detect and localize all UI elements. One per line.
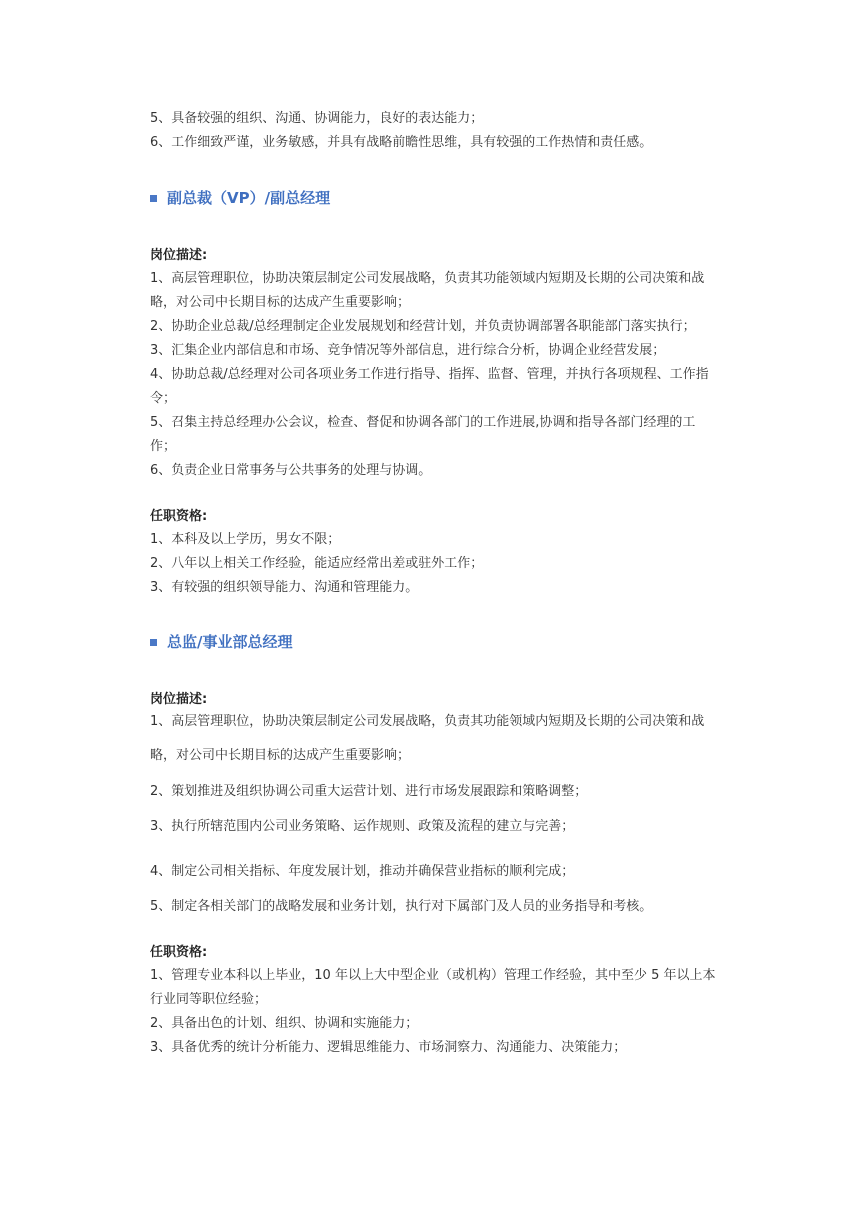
req-line: 2、具备出色的计划、组织、协调和实施能力；	[150, 1016, 419, 1031]
req-line: 2、八年以上相关工作经验，能适应经常出差或驻外工作；	[150, 556, 484, 571]
section-heading-vp	[150, 187, 330, 209]
desc-line: 5、召集主持总经理办公会议，检查、督促和协调各部门的工作进展,协调和指导各部门经理的工	[150, 415, 696, 430]
req-line: 3、具备优秀的统计分析能力、逻辑思维能力、市场洞察力、沟通能力、决策能力；	[150, 1040, 627, 1055]
job-description-label: 岗位描述:	[150, 692, 208, 707]
square-bullet-icon	[150, 639, 157, 646]
qualifications-label: 任职资格:	[150, 945, 208, 960]
intro-item: 5、具备较强的组织、沟通、协调能力，良好的表达能力；	[150, 111, 484, 126]
section-title: 副总裁（VP）/副总经理	[167, 189, 331, 207]
desc-line: 5、制定各相关部门的战略发展和业务计划，执行对下属部门及人员的业务指导和考核。	[150, 899, 653, 914]
square-bullet-icon	[150, 195, 157, 202]
desc-line: 4、协助总裁/总经理对公司各项业务工作进行指导、指挥、监督、管理，并执行各项规程、工作指	[150, 367, 709, 382]
desc-line: 3、执行所辖范围内公司业务策略、运作规则、政策及流程的建立与完善；	[150, 819, 575, 834]
intro-item: 6、工作细致严谨，业务敏感，并具有战略前瞻性思维，具有较强的工作热情和责任感。	[150, 135, 653, 150]
desc-line: 4、制定公司相关指标、年度发展计划，推动并确保营业指标的顺利完成；	[150, 864, 575, 879]
desc-line: 作；	[150, 439, 177, 454]
req-line: 1、本科及以上学历，男女不限；	[150, 532, 341, 547]
req-line: 1、管理专业本科以上毕业，10 年以上大中型企业（或机构）管理工作经验，其中至少 5 年以上本	[150, 968, 716, 983]
section-title: 总监/事业部总经理	[167, 633, 293, 651]
desc-line: 1、高层管理职位，协助决策层制定公司发展战略，负责其功能领域内短期及长期的公司决策和战	[150, 714, 705, 729]
desc-line: 6、负责企业日常事务与公共事务的处理与协调。	[150, 463, 432, 478]
desc-line: 令；	[150, 391, 177, 406]
desc-line: 2、协助企业总裁/总经理制定企业发展规划和经营计划，并负责协调部署各职能部门落实执行；	[150, 319, 696, 334]
desc-line: 3、汇集企业内部信息和市场、竞争情况等外部信息，进行综合分析，协调企业经营发展；	[150, 343, 666, 358]
desc-line: 略，对公司中长期目标的达成产生重要影响；	[150, 748, 411, 763]
desc-line: 2、策划推进及组织协调公司重大运营计划、进行市场发展跟踪和策略调整；	[150, 784, 588, 799]
section-heading-director	[150, 631, 292, 653]
desc-line: 1、高层管理职位，协助决策层制定公司发展战略，负责其功能领域内短期及长期的公司决策和战	[150, 271, 705, 286]
qualifications-label: 任职资格:	[150, 509, 208, 524]
desc-line: 略，对公司中长期目标的达成产生重要影响；	[150, 295, 411, 310]
req-line: 3、有较强的组织领导能力、沟通和管理能力。	[150, 580, 419, 595]
job-description-label: 岗位描述:	[150, 248, 208, 263]
req-line: 行业同等职位经验；	[150, 992, 268, 1007]
